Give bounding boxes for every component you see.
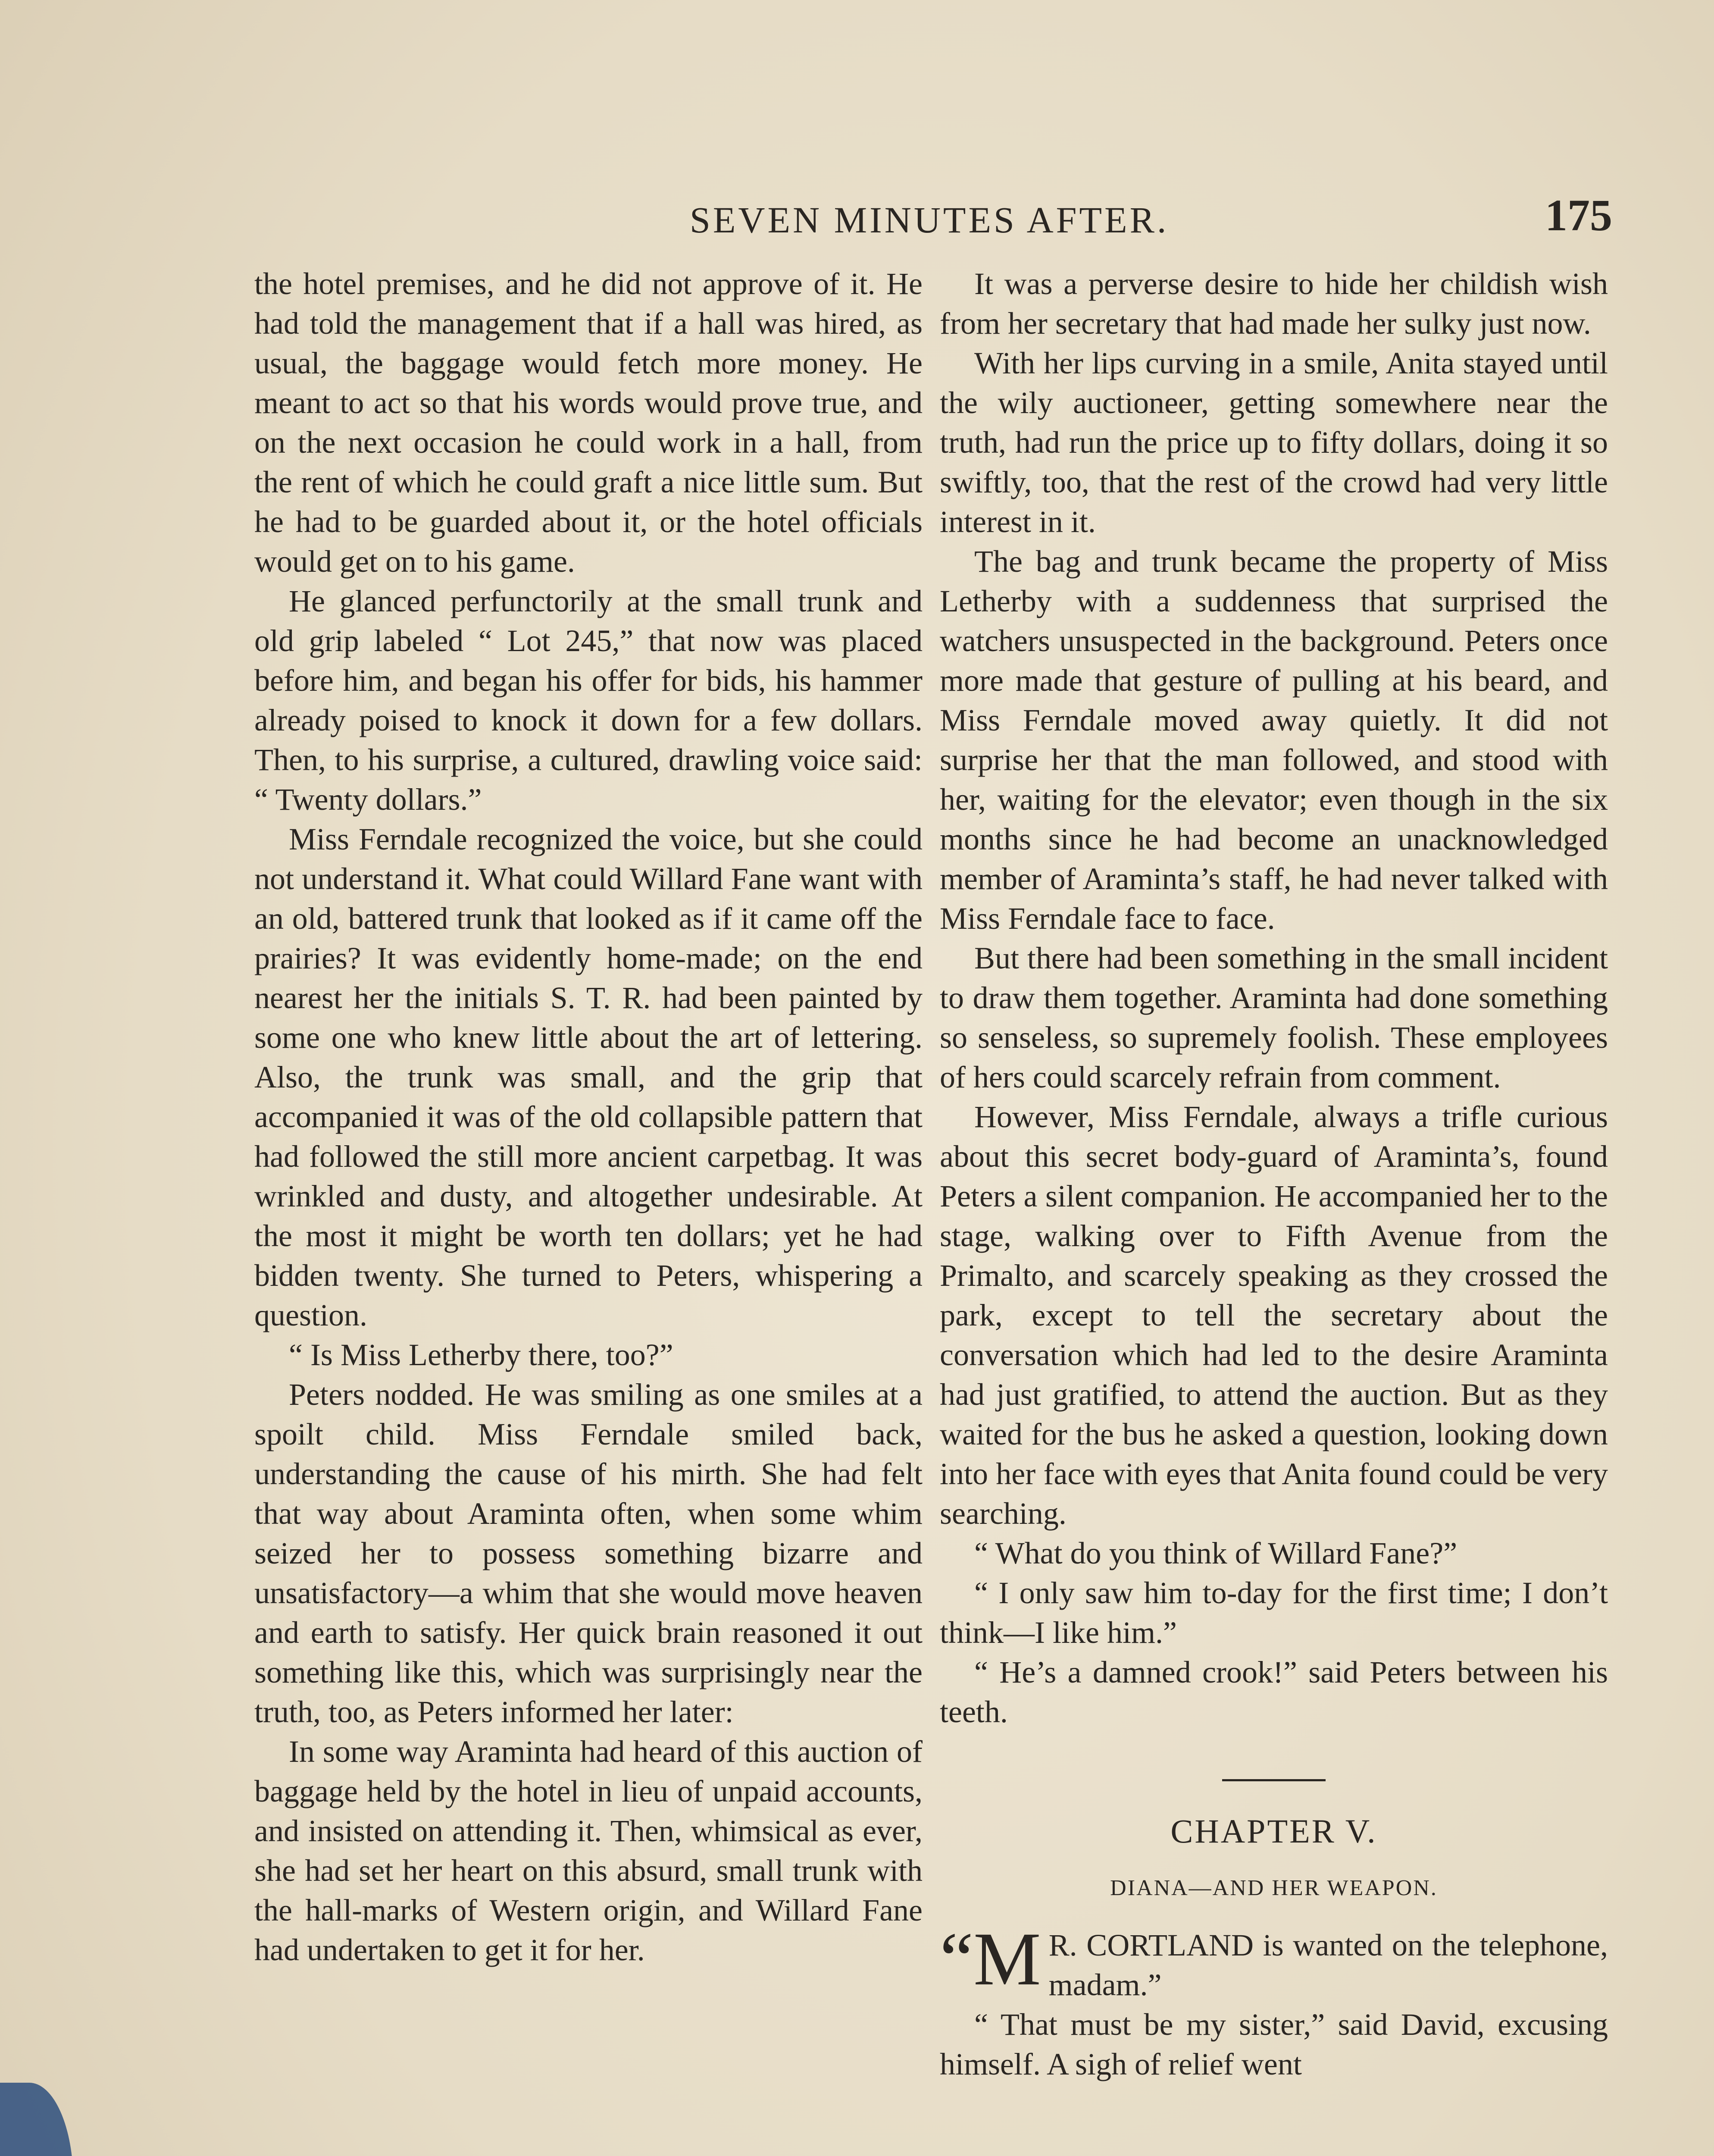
paragraph: The bag and trunk became the property of Miss Letherby with a suddenness that surprised the watchers unsuspected in the background. Peters once more made that gesture of pulling at his beard, and Miss Ferndale moved away quietly. It did not surprise her that the man followed, and stood with her, waiting for the elevator; even though in the six months since he had become an unacknowledged member of Araminta’s staff, he had never talked with Miss Ferndale face to face. [940, 544, 1608, 936]
paragraph: However, Miss Ferndale, always a trifle curious about this secret body-guard of Araminta’s, found Peters a silent companion. He accompanied her to the stage, walking over to Fifth Avenue from the Primalto, and scarcely speaking as they crossed the park, except to tell the secretary about the conversation which had led to the desire Araminta had just gratified, to attend the auction. But as they waited for the bus he asked a question, looking down into her face with eyes that Anita found could be very searching. [940, 1100, 1608, 1531]
chapter-subtitle: DIANA—AND HER WEAPON. [1110, 1876, 1438, 1900]
ink-stain [0, 2083, 73, 2156]
drop-cap: “M [940, 1917, 1041, 2001]
right-column [940, 264, 1608, 2084]
running-head: SEVEN MINUTES AFTER. [690, 199, 1169, 241]
paragraph: the hotel premises, and he did not approve of it. He had told the management that if a hall was hired, as usual, the baggage would fetch more money. He meant to act so that his words would prove true, and on the next occasion he could work in a hall, from the rent of which he could graft a nice little sum. But he had to be guarded about it, or the hotel officials would get on to his game. [254, 266, 923, 579]
paragraph: Miss Ferndale recognized the voice, but she could not understand it. What could Willard Fane want with an old, battered trunk that looked as if it came off the prairies? It was evidently home-made; on the end nearest her the initials S. T. R. had been painted by some one who knew little about the art of lettering. Also, the trunk was small, and the grip that accompanied it was of the old collapsible pattern that had followed the still more ancient carpetbag. It was wrinkled and dusty, and altogether undesirable. At the most it might be worth ten dollars; yet he had bidden twenty. She turned to Peters, whispering a question. [254, 822, 923, 1332]
paragraph: It was a perverse desire to hide her childish wish from her secretary that had made her sulky just now. [940, 266, 1608, 341]
page-header [690, 190, 1638, 246]
chapter-opening-paragraph [940, 1917, 1608, 2005]
paragraph: He glanced perfunctorily at the small trunk and old grip labeled “ Lot 245,” that now was placed before him, and began his offer for bids, his hammer already poised to knock it down for a few dollars. Then, to his surprise, a cultured, drawling voice said: “ Twenty dollars.” [254, 584, 923, 817]
paragraph: With her lips curving in a smile, Anita stayed until the wily auctioneer, getting somewhere near the truth, had run the price up to fifty dollars, doing it so swiftly, too, that the rest of the crowd had very little interest in it. [940, 346, 1608, 539]
paragraph: “ What do you think of Willard Fane?” [974, 1536, 1458, 1570]
section-divider [1222, 1779, 1326, 1781]
paragraph: “ Is Miss Letherby there, too?” [289, 1338, 673, 1372]
paragraph: In some way Araminta had heard of this auction of baggage held by the hotel in lieu of unpaid accounts, and insisted on attending it. Then, whimsical as ever, she had set her heart on this absurd, small trunk with the hall-marks of Western origin, and Willard Fane had undertaken to get it for her. [254, 1734, 923, 1967]
paragraph: “ He’s a damned crook!” said Peters between his teeth. [940, 1655, 1608, 1729]
chapter-opening-text: R. CORTLAND is wanted on the telephone, madam.” [1048, 1928, 1608, 2002]
paragraph: But there had been something in the small incident to draw them together. Araminta had done something so senseless, so supremely foolish. These employees of hers could scarcely refrain from comment. [940, 941, 1608, 1094]
paragraph: “ That must be my sister,” said David, excusing himself. A sigh of relief went [940, 2007, 1608, 2081]
paragraph: “ I only saw him to-day for the first time; I don’t think—I like him.” [940, 1576, 1608, 1650]
chapter-title: CHAPTER V. [1170, 1812, 1377, 1850]
paragraph: Peters nodded. He was smiling as one smiles at a spoilt child. Miss Ferndale smiled back, understanding the cause of his mirth. She had felt that way about Araminta often, when some whim seized her to possess something bizarre and unsatisfactory—a whim that she would move heaven and earth to satisfy. Her quick brain reasoned it out something like this, which was surprisingly near the truth, too, as Peters informed her later: [254, 1377, 923, 1729]
left-column [254, 264, 923, 1970]
page-number: 175 [1545, 191, 1612, 240]
